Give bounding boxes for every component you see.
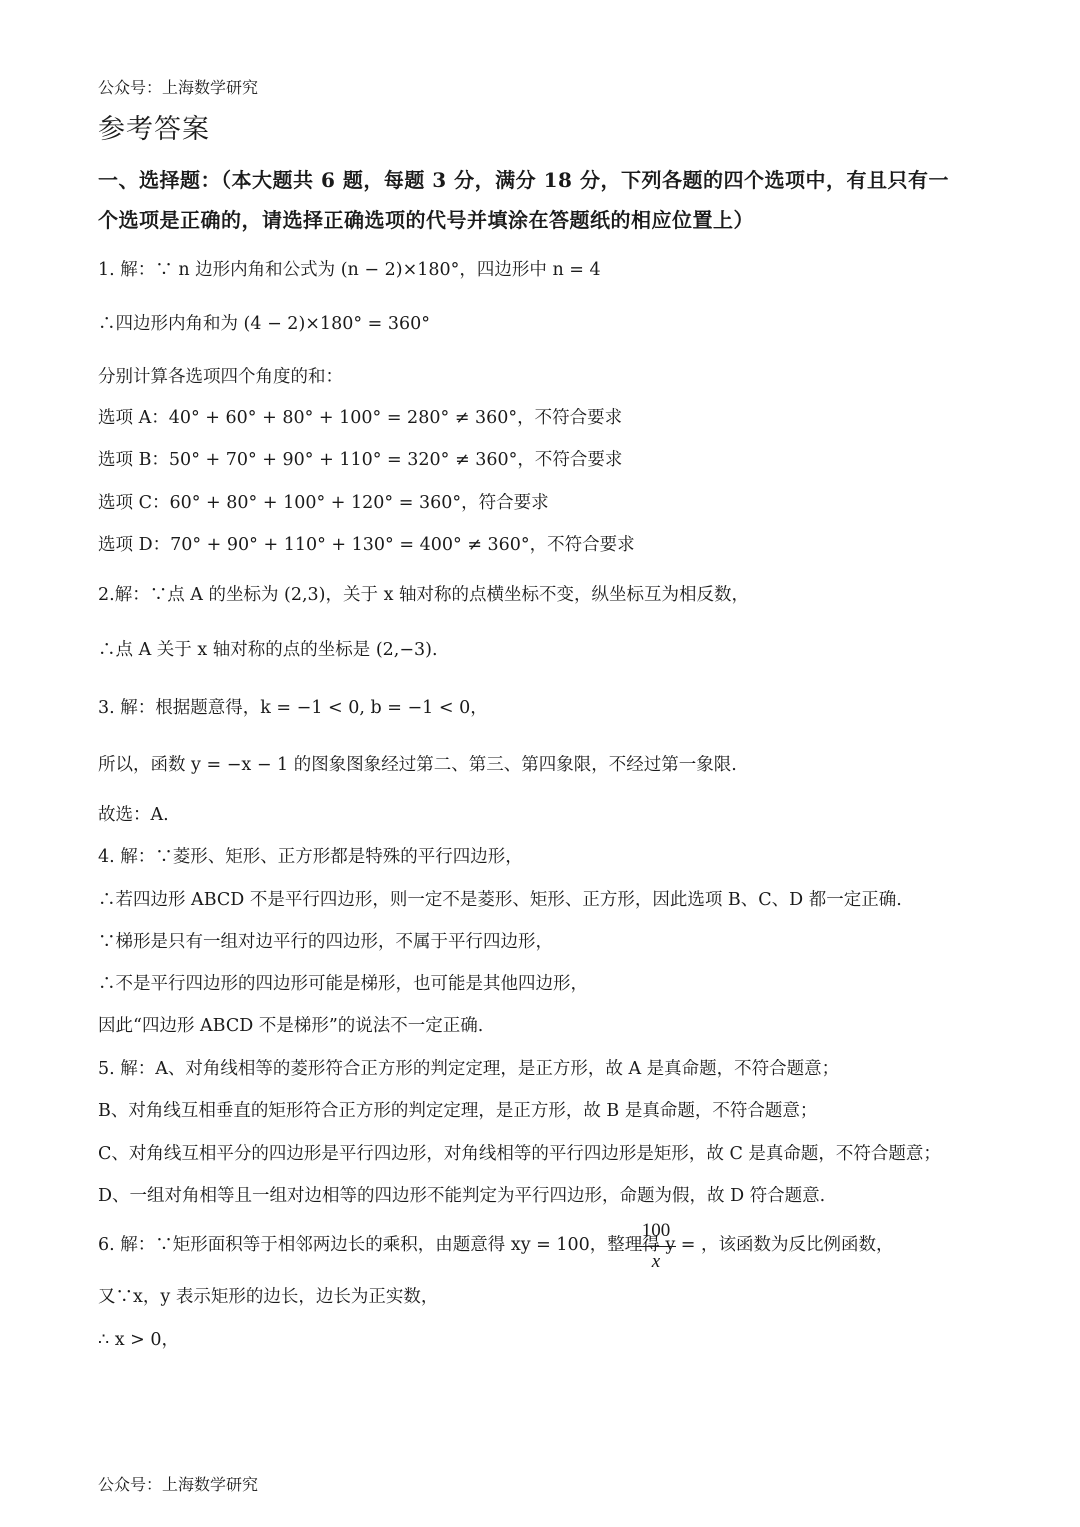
fraction-100-over-x: [636, 1220, 676, 1273]
solution-3-line: 所以，函数 y = −x − 1 的图象图象经过第二、第三、第四象限，不经过第一象限.: [98, 755, 737, 775]
solution-5-line: B、对角线互相垂直的矩形符合正方形的判定定理，是正方形，故 B 是真命题，不符合题意；: [98, 1101, 818, 1121]
solution-3-line: 3. 解：根据题意得，k = −1 < 0, b = −1 < 0，: [98, 698, 488, 718]
solution-4-line: ∵梯形是只有一组对边平行的四边形，不属于平行四边形，: [98, 932, 553, 952]
option-a-line: 选项 A：40° + 60° + 80° + 100° = 280° ≠ 360°，不符合要求: [98, 408, 623, 428]
section-heading-line1: 一、选择题：（本大题共 6 题，每题 3 分，满分 18 分，下列各题的四个选项中，有且只有一: [98, 168, 949, 192]
solution-6-line: 又∵x，y 表示矩形的边长，边长为正实数，: [98, 1287, 439, 1307]
solution-4-line: 因此“四边形 ABCD 不是梯形”的说法不一定正确.: [98, 1016, 484, 1036]
solution-1-line: 1. 解：∵ n 边形内角和公式为 (n − 2)×180°，四边形中 n = 4: [98, 260, 601, 280]
footer-account: 公众号：上海数学研究: [98, 1475, 259, 1494]
solution-5-line: 5. 解：A、对角线相等的菱形符合正方形的判定定理，是正方形，故 A 是真命题，不符合题意；: [98, 1059, 840, 1079]
option-c-line: 选项 C：60° + 80° + 100° + 120° = 360°，符合要求: [98, 493, 549, 513]
solution-1-line: ∴四边形内角和为 (4 − 2)×180° = 360°: [98, 314, 431, 334]
option-b-line: 选项 B：50° + 70° + 90° + 110° = 320° ≠ 360°，不符合要求: [98, 450, 623, 470]
doc-title: 参考答案: [98, 114, 210, 145]
solution-6-line: ∴ x > 0，: [98, 1330, 179, 1350]
solution-4-line: 4. 解：∵菱形、矩形、正方形都是特殊的平行四边形，: [98, 847, 523, 867]
solution-4-line: ∴不是平行四边形的四边形可能是梯形，也可能是其他四边形，: [98, 974, 588, 994]
solution-6-line: 6. 解：∵矩形面积等于相邻两边长的乘积，由题意得 xy = 100，整理得 y = ，该函数为反比例函数，: [98, 1235, 894, 1255]
solution-1-line: 分别计算各选项四个角度的和：: [98, 367, 343, 387]
header-account: 公众号：上海数学研究: [98, 78, 259, 97]
solution-2-line: ∴点 A 关于 x 轴对称的点的坐标是 (2,−3).: [98, 640, 438, 660]
fraction-numerator: 100: [641, 1220, 671, 1241]
solution-5-line: D、一组对角相等且一组对边相等的四边形不能判定为平行四边形，命题为假，故 D 符合题意.: [98, 1186, 826, 1206]
fraction-denominator: x: [651, 1251, 661, 1272]
solution-2-line: 2.解：∵点 A 的坐标为 (2,3)，关于 x 轴对称的点横坐标不变，纵坐标互为相反数，: [98, 585, 750, 605]
solution-5-line: C、对角线互相平分的四边形是平行四边形，对角线相等的平行四边形是矩形，故 C 是真命题，不符合题意；: [98, 1144, 941, 1164]
solution-3-line: 故选：A.: [98, 805, 169, 825]
solution-4-line: ∴若四边形 ABCD 不是平行四边形，则一定不是菱形、矩形、正方形，因此选项 B、C、D 都一定正确.: [98, 890, 902, 910]
fraction-bar: [636, 1246, 676, 1247]
option-d-line: 选项 D：70° + 90° + 110° + 130° = 400° ≠ 360°，不符合要求: [98, 535, 635, 555]
section-heading-line2: 个选项是正确的，请选择正确选项的代号并填涂在答题纸的相应位置上）: [98, 208, 754, 232]
